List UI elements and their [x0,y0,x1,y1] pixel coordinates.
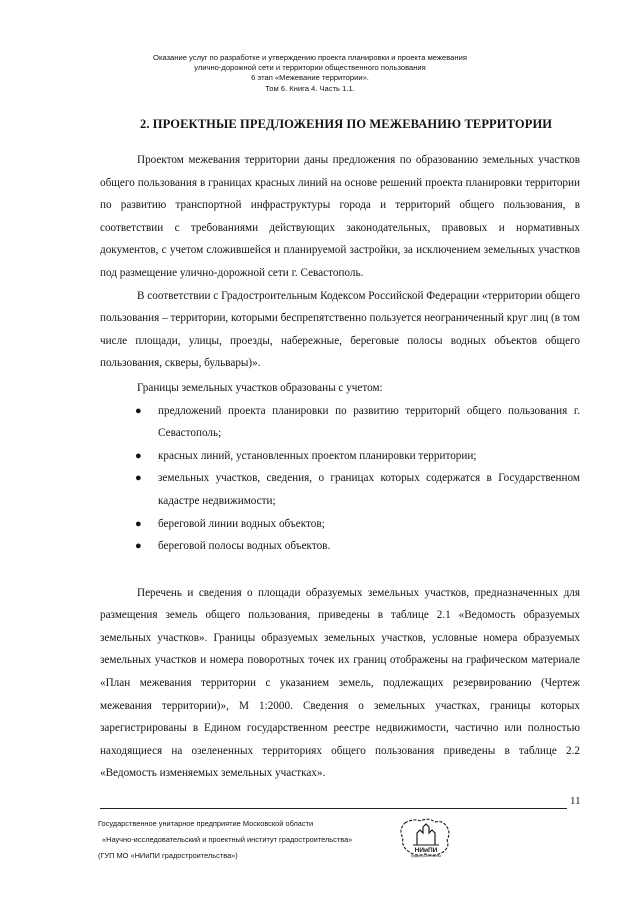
paragraph-3: Границы земельных участков образованы с учетом: [137,381,383,394]
list-item [100,535,580,558]
footer-organization [98,816,352,864]
page-number: 11 [570,795,581,807]
bullet-icon: ● [135,404,142,417]
paragraph-4: Перечень и сведения о площади образуемых земельных участков, предназначенных для размещения земель общего пользования, приведены в таблице 2.1 «Ведомость образуемых земельных участков». Границы образуемых земельных участков, условные номера образуемых земельных участков и номера поворотных точек их границ отображены на графическом материале «План межевания территории с указанием земель, подлежащих резервированию (Чертеж межевания территории)», М 1:2000. Сведения о земельных участках, границы которых зарегистрированы в Едином государственном реестре недвижимости, частично или полностью находящиеся на озелененных территориях общего пользования приведены в таблице 2.2 «Ведомость изменяемых земельных участках». [100,586,580,780]
header-line-4: Том 6. Книга 4. Часть 1.1. [265,83,355,93]
list-item-text: предложений проекта планировки по развитию территорий общего пользования г. Севастополь; [158,404,580,440]
body-text [100,149,580,785]
footer-line-3: (ГУП МО «НИиПИ градостроительства») [98,851,238,860]
header-line-3: 6 этап «Межевание территории». [251,73,369,83]
list-item-text: береговой линии водных объектов; [158,517,325,530]
section-title: 2. ПРОЕКТНЫЕ ПРЕДЛОЖЕНИЯ ПО МЕЖЕВАНИЮ ТЕРРИТОРИИ [140,117,553,131]
bullet-icon: ● [135,517,142,530]
header-line-2: улично-дорожной сети и территории общественного пользования [194,63,426,73]
footer-divider [100,808,567,809]
list-item [100,513,580,536]
list-item-text: земельных участков, сведения, о границах которых содержатся в Государственном кадастре недвижимости; [158,472,580,507]
footer-line-1: Государственное унитарное предприятие Московской области [98,819,314,828]
logo-subtext: градостроительства [411,854,441,858]
paragraph-1: Проектом межевания территории даны предложения по образованию земельных участков общего пользования в границах красных линий на основе решений проекта планировки территории по развитию транспортной инфраструктуры города и территорий общего пользования, в соответствии с требованиями действующих законодательных, правовых и нормативных документов, с учетом сложившейся и планируемой застройки, за исключением земельных участков под размещение улично-дорожной сети г. Севастополь. [100,154,580,279]
footer-line-2: «Научно-исследовательский и проектный институт градостроительства» [102,835,353,844]
bullet-icon: ● [135,540,142,553]
logo-graphic [395,815,455,860]
running-header [100,53,520,94]
list-item [100,445,580,468]
list-item [100,467,580,512]
paragraph-2: В соответствии с Градостроительным Кодексом Российской Федерации «территории общего пользования – территории, которыми беспрепятственно пользуется неограниченный круг лиц (в том числе площади, улицы, проезды, набережные, береговые полосы водных объектов общего пользования, скверы, бульвары)». [100,289,580,370]
header-line-1: Оказание услуг по разработке и утверждению проекта планировки и проекта межевания [153,53,467,62]
list-item [100,400,580,445]
list-item-text: береговой полосы водных объектов. [158,540,331,553]
bullet-icon: ● [135,472,142,485]
bullet-icon: ● [135,449,142,462]
list-item-text: красных линий, установленных проектом планировки территории; [158,449,477,462]
bullet-list [100,400,580,558]
organization-logo-icon [395,815,455,860]
logo-text: НИиПИ [414,847,438,854]
